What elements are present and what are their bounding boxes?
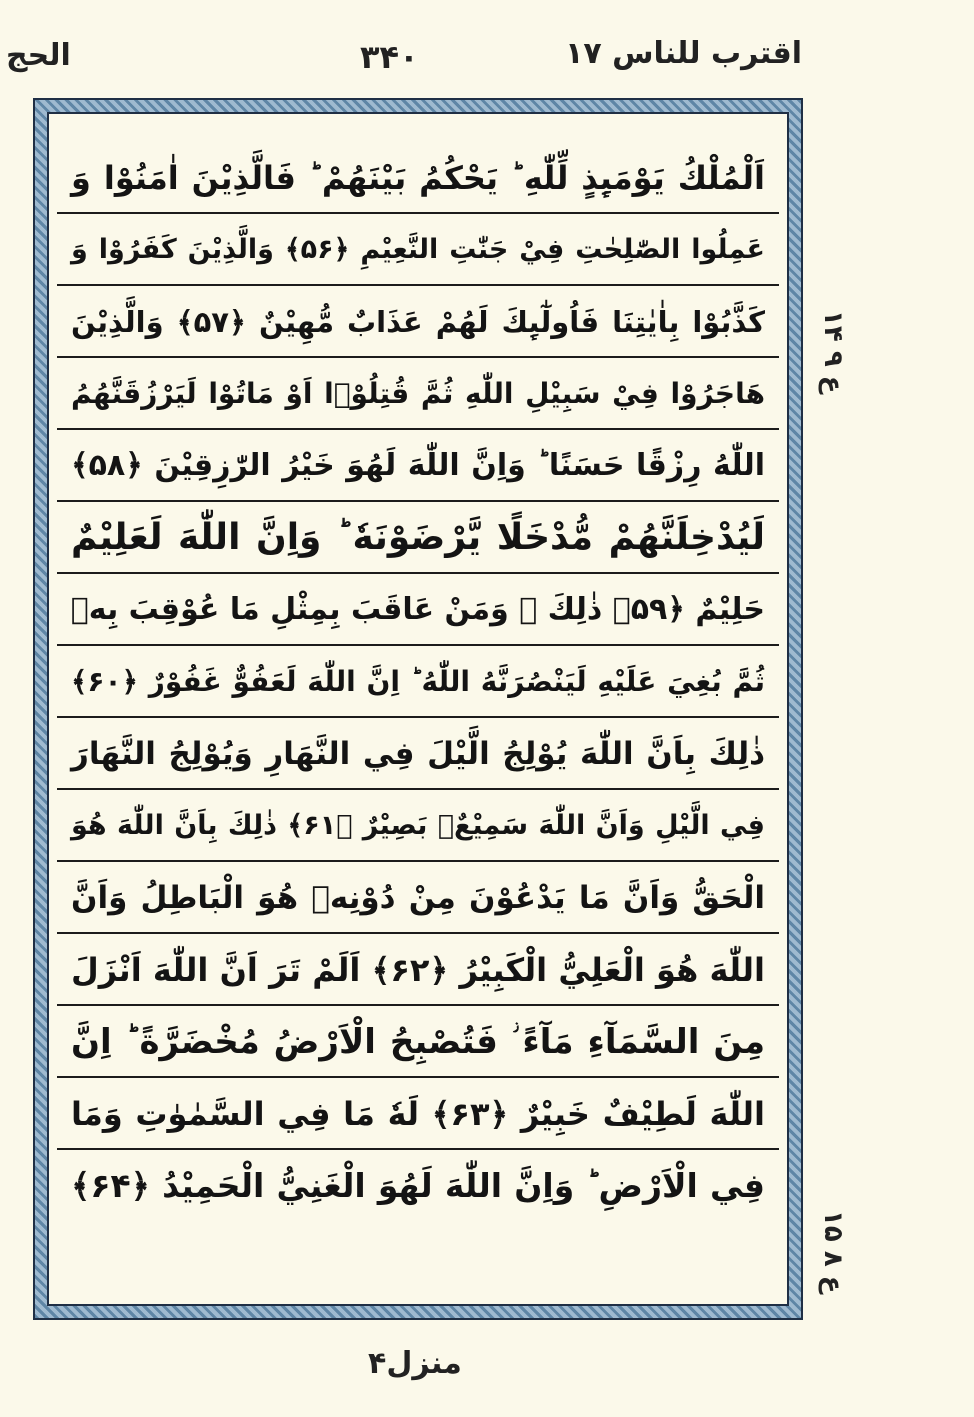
- verse-line-15: فِي الْاَرْضِ ؕ وَاِنَّ اللّٰهَ لَهُوَ الْغَنِيُّ الْحَمِيْدُ ﴿۶۴﴾: [71, 1166, 765, 1205]
- verse-line-8: ثُمَّ بُغِيَ عَلَيْهِ لَيَنْصُرَنَّهُ اللّٰهُ ؕ اِنَّ اللّٰهَ لَعَفُوٌّ غَفُوْرٌ ﴿۶۰﴾: [57, 646, 779, 718]
- verse-line-4: هَاجَرُوْا فِيْ سَبِيْلِ اللّٰهِ ثُمَّ قُتِلُوْۤا اَوْ مَاتُوْا لَيَرْزُقَنَّهُمُ: [57, 358, 779, 430]
- verse-line-14: اللّٰهَ لَطِيْفٌ خَبِيْرٌ ﴿۶۳﴾ لَهٗ مَا فِي السَّمٰوٰتِ وَمَا: [57, 1078, 779, 1150]
- decorative-border-frame: [33, 98, 803, 1320]
- verse-text-area: [57, 142, 779, 1296]
- verse-line-12: اللّٰهَ هُوَ الْعَلِيُّ الْكَبِيْرُ ﴿۶۲﴾ اَلَمْ تَرَ اَنَّ اللّٰهَ اَنْزَلَ: [57, 934, 779, 1006]
- ruku-marker-2: ع ۸ ۱۵: [818, 1210, 848, 1294]
- verse-line-11: الْحَقُّ وَاَنَّ مَا يَدْعُوْنَ مِنْ دُوْنِهٖ هُوَ الْبَاطِلُ وَاَنَّ: [57, 862, 779, 934]
- page-number: ۳۴۰: [360, 38, 419, 76]
- page-header: [0, 30, 974, 90]
- verse-line-7: حَلِيْمٌ ﴿۵۹﴾ ذٰلِكَ ۚ وَمَنْ عَاقَبَ بِمِثْلِ مَا عُوْقِبَ بِهٖ: [57, 574, 779, 646]
- verse-line-2: عَمِلُوا الصّٰلِحٰتِ فِيْ جَنّٰتِ النَّعِيْمِ ﴿۵۶﴾ وَالَّذِيْنَ كَفَرُوْا وَ: [57, 214, 779, 286]
- ruku-marker-1: ع ۹ ۱۴: [818, 310, 848, 394]
- verse-line-6: لَيُدْخِلَنَّهُمْ مُّدْخَلًا يَّرْضَوْنَهٗ ؕ وَاِنَّ اللّٰهَ لَعَلِيْمٌ: [57, 502, 779, 574]
- verse-line-1: اَلْمُلْكُ يَوْمَىِٕذٍ لِّلّٰهِ ؕ يَحْكُمُ بَيْنَهُمْ ؕ فَالَّذِيْنَ اٰمَنُوْا وَ: [57, 142, 779, 214]
- text-panel: [47, 112, 789, 1306]
- verse-line-3: كَذَّبُوْا بِاٰيٰتِنَا فَاُولٰٓىِٕكَ لَهُمْ عَذَابٌ مُّهِيْنٌ ﴿۵۷﴾ وَالَّذِيْنَ: [57, 286, 779, 358]
- manzil-label: منزل۴: [368, 1346, 462, 1381]
- surah-name: الحج: [6, 38, 71, 73]
- verse-line-5: اللّٰهُ رِزْقًا حَسَنًا ؕ وَاِنَّ اللّٰهَ لَهُوَ خَيْرُ الرّٰزِقِيْنَ ﴿۵۸﴾: [57, 430, 779, 502]
- verse-line-10: فِي الَّيْلِ وَاَنَّ اللّٰهَ سَمِيْعٌۢ بَصِيْرٌ ﴿۶۱﴾ ذٰلِكَ بِاَنَّ اللّٰهَ هُوَ: [57, 790, 779, 862]
- para-name: اقترب للناس ۱۷: [565, 36, 802, 71]
- verse-line-13: مِنَ السَّمَآءِ مَآءً ؗ فَتُصْبِحُ الْاَرْضُ مُخْضَرَّةً ؕ اِنَّ: [57, 1006, 779, 1078]
- verse-line-9: ذٰلِكَ بِاَنَّ اللّٰهَ يُوْلِجُ الَّيْلَ فِي النَّهَارِ وَيُوْلِجُ النَّهَارَ: [57, 718, 779, 790]
